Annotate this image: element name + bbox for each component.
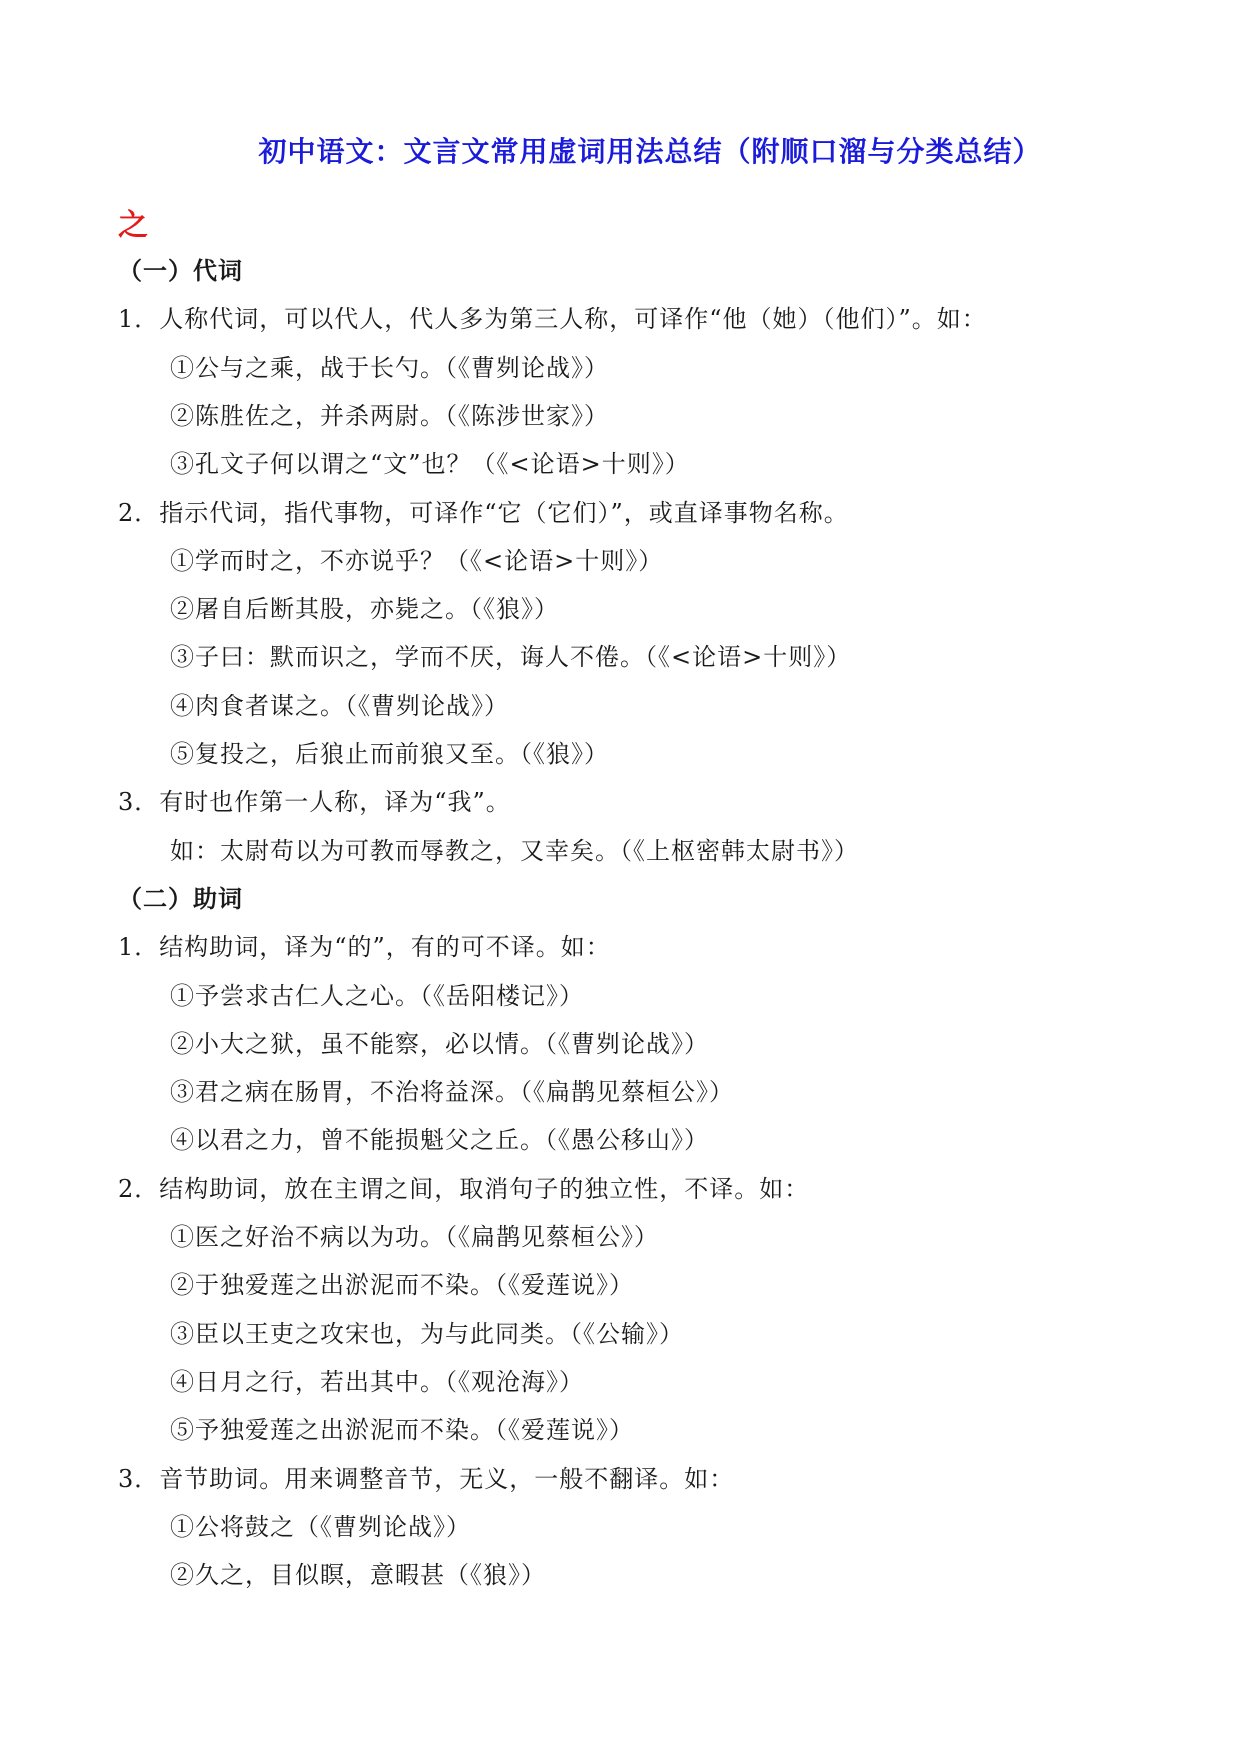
text-line: ④以君之力，曾不能损魁父之丘。（《愚公移山》） — [170, 1126, 709, 1154]
text-line: 3．有时也作第一人称，译为“我”。 — [118, 788, 511, 816]
text-line: ②小大之狱，虽不能察，必以情。（《曹刿论战》） — [170, 1030, 709, 1058]
text-line: 3．音节助词。用来调整音节，无义，一般不翻译。如： — [118, 1465, 735, 1493]
text-line: 2．结构助词，放在主谓之间，取消句子的独立性，不译。如： — [118, 1175, 810, 1203]
text-line: ②屠自后断其股，亦毙之。（《狼》） — [170, 595, 559, 623]
text-line: ⑤复投之，后狼止而前狼又至。（《狼》） — [170, 740, 609, 768]
text-line: ②久之，目似瞑，意暇甚（《狼》） — [170, 1561, 546, 1589]
text-line: ②于独爱莲之出淤泥而不染。（《爱莲说》） — [170, 1271, 634, 1299]
text-line: ⑤予独爱莲之出淤泥而不染。（《爱莲说》） — [170, 1416, 634, 1444]
text-line: ③孔文子何以谓之“文”也？（《<论语>十则》） — [170, 450, 690, 478]
text-line: ①学而时之，不亦说乎？（《<论语>十则》） — [170, 547, 664, 575]
text-line: ②陈胜佐之，并杀两尉。（《陈涉世家》） — [170, 402, 609, 430]
subheading: （二）助词 — [118, 885, 243, 913]
text-line: ①公将鼓之（《曹刿论战》） — [170, 1513, 471, 1541]
page-title: 初中语文：文言文常用虚词用法总结（附顺口溜与分类总结） — [258, 135, 1042, 168]
text-line: ③子曰：默而识之，学而不厌，诲人不倦。（《<论语>十则》） — [170, 643, 852, 671]
text-line: ④日月之行，若出其中。（《观沧海》） — [170, 1368, 584, 1396]
text-line: ③臣以王吏之攻宋也，为与此同类。（《公输》） — [170, 1320, 684, 1348]
text-line: 如：太尉苟以为可教而辱教之，又幸矣。（《上枢密韩太尉书》） — [170, 837, 859, 865]
text-line: ③君之病在肠胃，不治将益深。（《扁鹊见蔡桓公》） — [170, 1078, 734, 1106]
text-line: 1．人称代词，可以代人，代人多为第三人称，可译作“他（她）（他们）”。如： — [118, 305, 987, 333]
text-line: 1．结构助词，译为“的”，有的可不译。如： — [118, 933, 611, 961]
text-line: ①医之好治不病以为功。（《扁鹊见蔡桓公》） — [170, 1223, 659, 1251]
text-line: ①予尝求古仁人之心。（《岳阳楼记》） — [170, 982, 584, 1010]
text-line: 2．指示代词，指代事物，可译作“它（它们）”，或直译事物名称。 — [118, 499, 849, 527]
text-line: ①公与之乘，战于长勺。（《曹刿论战》） — [170, 354, 609, 382]
section-heading: 之 — [118, 208, 148, 243]
subheading: （一）代词 — [118, 257, 243, 285]
text-line: ④肉食者谋之。（《曹刿论战》） — [170, 692, 509, 720]
